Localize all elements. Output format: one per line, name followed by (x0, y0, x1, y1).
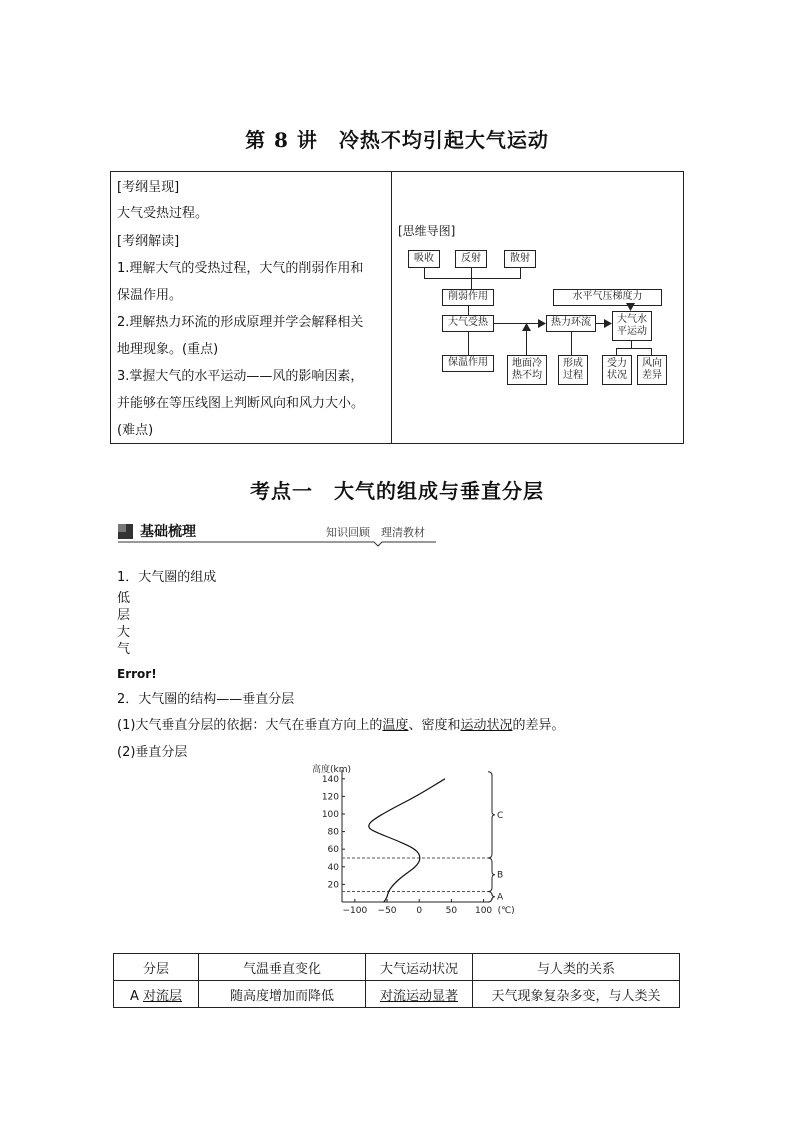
mm-arrow (604, 319, 612, 328)
layer-label: C (497, 810, 504, 821)
item-2-1-pre: (1)大气垂直分层的依据：大气在垂直方向上的 (117, 718, 383, 733)
item-2-1-temperature: 温度 (382, 718, 409, 733)
box-divider (391, 172, 392, 443)
temperature-curve (369, 779, 445, 902)
section-header (118, 520, 436, 544)
layer-brace (488, 772, 495, 858)
item-2-2: (2)垂直分层 (117, 745, 188, 760)
layer-prefix: A (129, 988, 143, 1004)
x-axis-label: (℃) (497, 906, 515, 916)
mm-arrow (538, 319, 546, 328)
table-header-row (114, 954, 680, 981)
table-cell-layer (114, 981, 199, 1008)
y-tick-label: 20 (327, 880, 339, 891)
x-tick-label: 100 (474, 906, 493, 916)
mm-force (602, 355, 632, 385)
outline-text-1: 大气受热过程。 (117, 206, 209, 221)
section-title: 考点一 大气的组成与垂直分层 (250, 479, 544, 503)
y-tick-label: 80 (327, 827, 339, 838)
mm-wind (637, 355, 667, 385)
mm-horizontal (612, 311, 652, 341)
mm-heating: 大气受热 (442, 315, 494, 332)
header-underline (118, 540, 436, 548)
low-atm-char: 气 (117, 642, 131, 657)
item-2-1-motion: 运动状况 (460, 718, 513, 733)
table-header-cell: 与人类的关系 (473, 954, 680, 981)
table-header-cell: 气温垂直变化 (199, 954, 366, 981)
y-axis-label: 高度(km) (312, 765, 352, 775)
vertical-layer-chart (280, 762, 520, 922)
mm-thermal: 热力环流 (546, 315, 596, 332)
layer-label: B (497, 870, 504, 881)
error-text: Error! (117, 667, 157, 681)
mm-line (468, 306, 469, 315)
mm-line (494, 323, 544, 324)
mm-absorb: 吸收 (408, 250, 440, 268)
y-tick-label: 40 (327, 862, 339, 873)
mm-line (651, 348, 652, 355)
item-1: 1．大气圈的组成 (117, 570, 217, 585)
mm-line (520, 268, 521, 278)
header-square-inner-icon (118, 524, 126, 532)
outline-line-4: 地理现象。(重点) (117, 342, 219, 357)
outline-line-1: 1.理解大气的受热过程，大气的削弱作用和 (117, 261, 364, 276)
layer-brace (488, 891, 495, 902)
mm-reflect: 反射 (455, 250, 487, 268)
table-cell-temp: 随高度增加而降低 (199, 981, 366, 1008)
mm-line (631, 341, 632, 348)
mm-gradient: 水平气压梯度力 (553, 289, 662, 306)
low-atm-char: 层 (117, 608, 131, 623)
layer-name: 对流层 (143, 988, 183, 1004)
mm-line (424, 278, 521, 279)
mm-line (616, 348, 652, 349)
x-tick-label: −50 (377, 906, 397, 916)
mm-scatter: 散射 (504, 250, 536, 268)
y-tick-label: 100 (321, 810, 339, 820)
mindmap-label: [思维导图] (398, 224, 456, 238)
outline-label-1: [考纲呈现] (117, 180, 180, 195)
mm-ground-text: 地面冷 热不均 (512, 357, 542, 381)
x-tick-label: 0 (416, 906, 423, 916)
mm-insulate: 保温作用 (442, 355, 494, 372)
layer-brace (488, 858, 495, 891)
outline-label-2: [考纲解读] (117, 234, 180, 249)
outline-line-2: 保温作用。 (117, 288, 183, 303)
mm-line (526, 330, 527, 355)
item-2-1 (117, 714, 564, 733)
table-cell-motion (366, 981, 473, 1008)
mm-line (571, 332, 572, 355)
header-label: 基础梳理 (140, 524, 196, 540)
outline-line-6: 并能够在等压线图上判断风向和风力大小。 (117, 396, 365, 411)
mm-line (424, 268, 425, 278)
table-header-cell: 分层 (114, 954, 199, 981)
outline-line-5: 3.掌握大气的水平运动——风的影响因素， (117, 369, 364, 384)
outline-line-7: (难点) (117, 423, 154, 438)
y-tick-label: 60 (327, 845, 339, 856)
low-atm-char: 大 (117, 625, 131, 640)
x-tick-label: −100 (342, 906, 368, 916)
mm-formation-text: 形成 过程 (563, 357, 583, 381)
header-subtitle: 知识回顾 理清教材 (326, 526, 425, 539)
low-atm-char: 低 (117, 591, 131, 606)
mm-arrow (626, 303, 635, 311)
item-2: 2．大气圈的结构——垂直分层 (117, 692, 295, 707)
table-header-cell: 大气运动状况 (366, 954, 473, 981)
item-2-1-post: 的差异。 (512, 718, 565, 733)
mm-wind-text: 风向 差异 (642, 357, 662, 381)
table-row (114, 981, 680, 1008)
mm-weaken: 削弱作用 (442, 289, 494, 306)
mm-formation (558, 355, 588, 385)
motion-text: 对流运动显著 (379, 988, 458, 1004)
y-tick-label: 120 (321, 792, 339, 803)
item-2-1-mid: 、密度和 (408, 718, 461, 733)
mm-ground (507, 355, 547, 385)
mm-arrow (522, 323, 531, 331)
mm-horizontal-text: 大气水 平运动 (617, 313, 647, 337)
mm-force-text: 受力 状况 (607, 357, 627, 381)
outline-line-3: 2.理解热力环流的形成原理并学会解释相关 (117, 315, 364, 330)
lecture-title: 第 8 讲 冷热不均引起大气运动 (245, 128, 549, 152)
mm-line (616, 348, 617, 355)
mm-line (468, 332, 469, 355)
layer-table (113, 953, 680, 1008)
y-tick-label: 140 (321, 774, 339, 785)
x-tick-label: 50 (445, 906, 458, 916)
table-cell-relation: 天气现象复杂多变，与人类关 (473, 981, 680, 1008)
low-atm-vertical (117, 590, 130, 658)
layer-label: A (497, 892, 504, 903)
